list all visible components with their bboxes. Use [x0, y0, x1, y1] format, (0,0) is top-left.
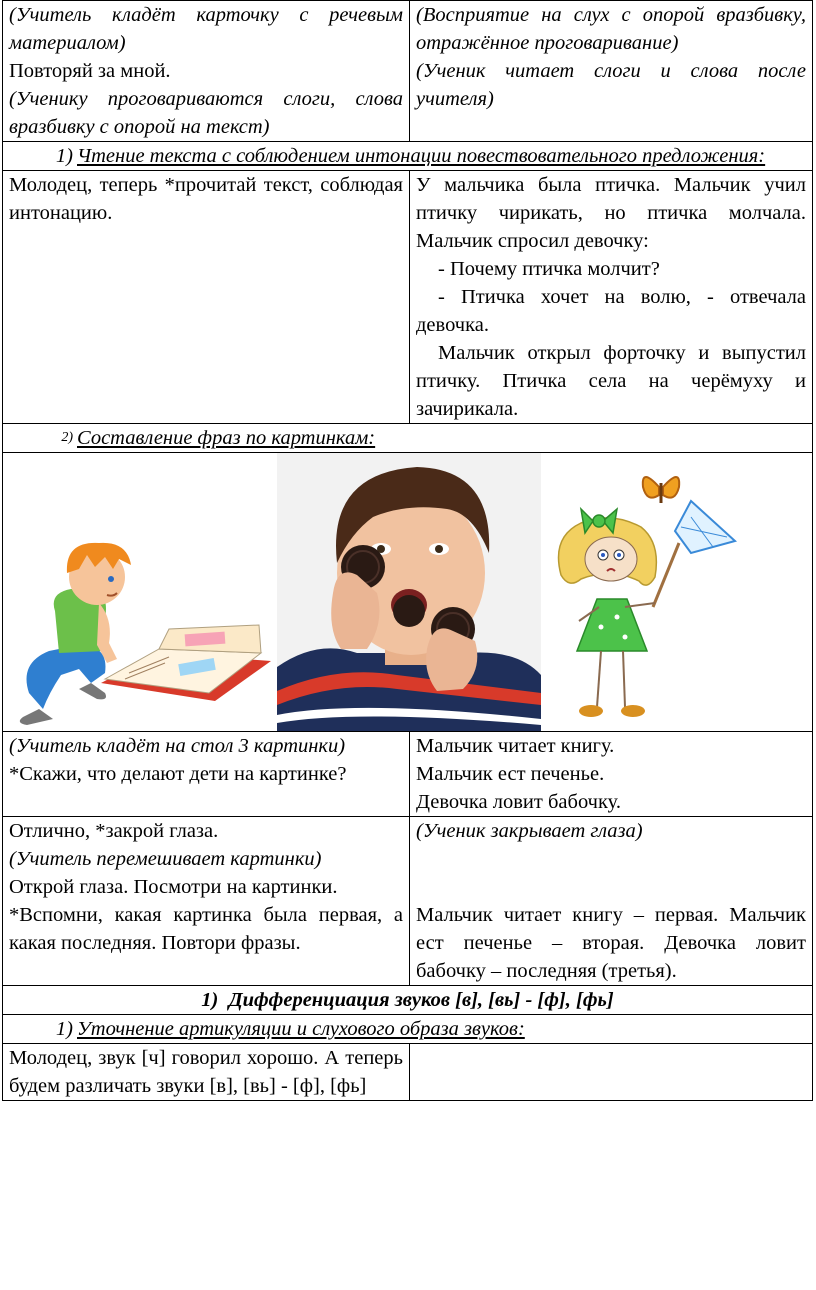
boy-eating-cookies-picture [277, 453, 541, 731]
instruction-text: (Ученику проговариваются слоги, слова вразбивку с опорой на текст) [9, 88, 403, 138]
section-number: 1) [55, 145, 73, 167]
row4-right-cell [410, 817, 813, 986]
story-paragraph: - Почему птичка молчит? [438, 258, 660, 280]
story-paragraph: У мальчика была птичка. Мальчик учил птичку чирикать, но птичка молчала. Мальчик спросил девочку: [416, 174, 806, 252]
section-number: 1) [201, 989, 219, 1011]
section-heading-articulation [3, 1015, 813, 1044]
section-title: Чтение текста с соблюдением интонации повествовательного предложения: [77, 145, 766, 167]
response-line: Мальчик читает книгу. [416, 735, 615, 757]
table-row [3, 1044, 813, 1101]
section-title: Составление фраз по картинкам: [77, 427, 376, 449]
story-paragraph: Мальчик открыл форточку и выпустил птичку. Птичка села на черёмуху и зачирикала. [416, 342, 806, 420]
section-heading-phrases [3, 424, 813, 453]
girl-catching-butterfly-picture [551, 457, 751, 729]
instruction-text: Отлично, *закрой глаза. [9, 820, 219, 842]
instruction-text: Повторяй за мной. [9, 60, 171, 82]
instruction-text: (Учитель кладёт карточку с речевым материалом) [9, 4, 403, 54]
table-row [3, 1, 813, 142]
lesson-table [2, 0, 813, 1101]
pictures-cell [3, 453, 813, 732]
instruction-text: Открой глаза. Посмотри на картинки. [9, 876, 338, 898]
response-line: Девочка ловит бабочку. [416, 791, 621, 813]
section-title: Уточнение артикуляции и слухового образа звуков: [77, 1018, 525, 1040]
instruction-text: (Учитель кладёт на стол 3 картинки) [9, 735, 346, 757]
row4-left-cell [3, 817, 410, 986]
instruction-text: *Скажи, что делают дети на картинке? [9, 763, 347, 785]
section-number: 2) [61, 430, 73, 445]
response-text: (Ученик читает слоги и слова после учителя) [416, 60, 806, 110]
section-title: Дифференциация звуков [в], [вь] - [ф], [фь] [228, 989, 614, 1011]
boy-reading-book-picture [9, 533, 275, 733]
response-text: (Восприятие на слух с опорой вразбивку, отражённое проговаривание) [416, 4, 806, 54]
section-number: 1) [55, 1018, 73, 1040]
table-row [3, 171, 813, 424]
row2-left-cell [3, 171, 410, 424]
row3-right-cell [410, 732, 813, 817]
table-row [3, 453, 813, 732]
row5-right-cell [410, 1044, 813, 1101]
story-paragraph: - Птичка хочет на волю, - отвечала девочка. [416, 286, 806, 336]
table-row [3, 986, 813, 1015]
response-line: Мальчик ест печенье. [416, 763, 605, 785]
row5-left-cell [3, 1044, 410, 1101]
instruction-text: Молодец, теперь *прочитай текст, соблюдая интонацию. [9, 174, 403, 224]
row3-left-cell [3, 732, 410, 817]
row1-right-cell [410, 1, 813, 142]
table-row [3, 732, 813, 817]
section-heading-reading [3, 142, 813, 171]
table-row [3, 424, 813, 453]
instruction-text: (Учитель перемешивает картинки) [9, 848, 322, 870]
table-row [3, 142, 813, 171]
row2-right-cell [410, 171, 813, 424]
response-text: (Ученик закрывает глаза) [416, 820, 643, 842]
instruction-text: *Вспомни, какая картинка была первая, а какая последняя. Повтори фразы. [9, 904, 403, 954]
response-text: Мальчик читает книгу – первая. Мальчик ест печенье – вторая. Девочка ловит бабочку – последняя (третья). [416, 904, 806, 982]
row1-left-cell [3, 1, 410, 142]
table-row [3, 1015, 813, 1044]
table-row [3, 817, 813, 986]
section-heading-differentiation [3, 986, 813, 1015]
instruction-text: Молодец, звук [ч] говорил хорошо. А теперь будем различать звуки [в], [вь] - [ф], [фь] [9, 1047, 403, 1097]
